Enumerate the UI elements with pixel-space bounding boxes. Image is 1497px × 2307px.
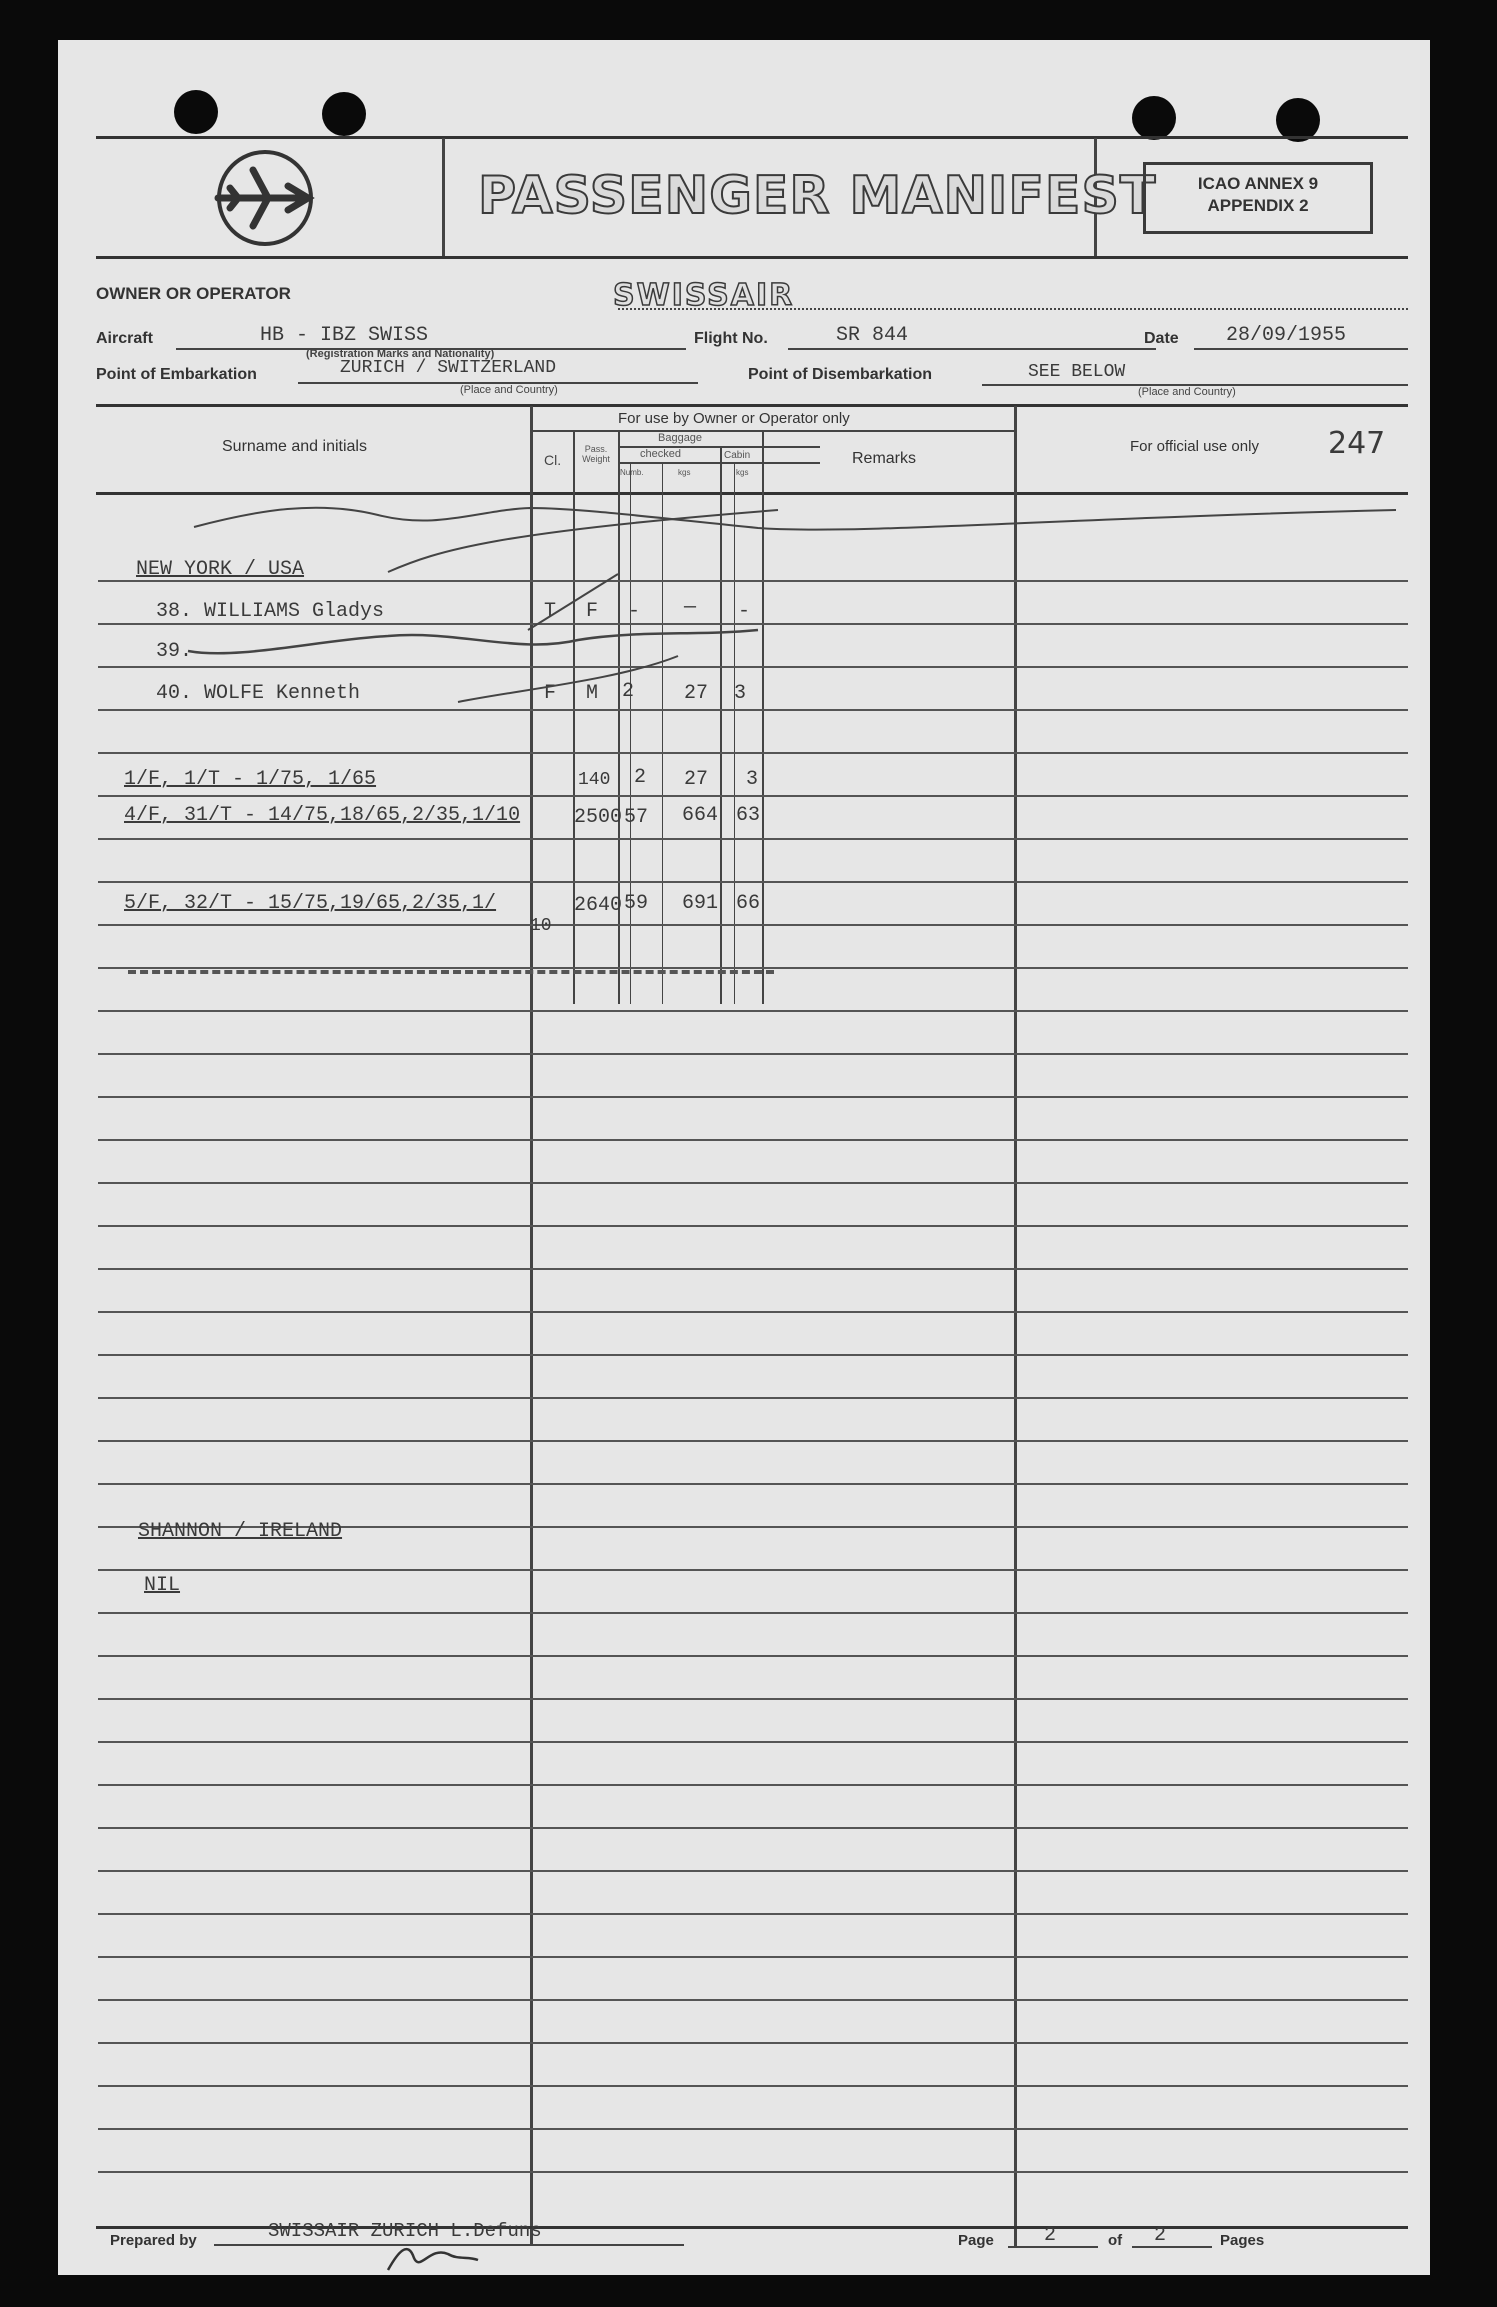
surname-header: Surname and initials xyxy=(222,438,367,455)
totals-row-cabin: 66 xyxy=(736,892,761,915)
owner-use-header: For use by Owner or Operator only xyxy=(618,410,850,427)
cabin-kgs-header: kgs xyxy=(736,468,749,477)
ruled-line xyxy=(98,1827,1408,1829)
of-label: of xyxy=(1108,2232,1123,2249)
ruled-line xyxy=(98,1225,1408,1227)
totals-row-cabin: 3 xyxy=(746,768,759,791)
totals-row-text: 5/F, 32/T - 15/75,19/65,2/35,1/ xyxy=(124,892,497,915)
ruled-line xyxy=(98,967,1408,969)
ruled-line xyxy=(98,1397,1408,1399)
ruled-line xyxy=(98,1483,1408,1485)
passenger-row-cabin: - xyxy=(738,600,751,623)
cabin-header: Cabin xyxy=(724,450,751,461)
disembarkation-value: SEE BELOW xyxy=(1028,362,1126,382)
ruled-line xyxy=(98,1096,1408,1098)
numb-header: Numb. xyxy=(620,468,644,477)
embarkation-label: Point of Embarkation xyxy=(96,366,257,383)
place-country-note: (Place and Country) xyxy=(460,384,558,396)
totals-row-numb: 2 xyxy=(634,766,647,789)
icao-annex-box xyxy=(1143,162,1373,234)
punch-hole xyxy=(174,90,218,134)
ruled-line xyxy=(98,924,1408,926)
ruled-line xyxy=(98,2128,1408,2130)
icao-line2: APPENDIX 2 xyxy=(1207,196,1309,215)
flight-label: Flight No. xyxy=(694,330,768,347)
totals-row-kgs: 691 xyxy=(682,892,719,915)
pen-strike-marks xyxy=(58,40,1430,2275)
totals-row-text: 1/F, 1/T - 1/75, 1/65 xyxy=(124,768,377,791)
ruled-line xyxy=(98,623,1408,625)
ruled-line xyxy=(98,2042,1408,2044)
ruled-line xyxy=(98,1010,1408,1012)
class-header: Cl. xyxy=(544,452,562,468)
airline-logo-icon xyxy=(58,40,1430,2275)
ruled-line xyxy=(98,2171,1408,2173)
owner-label: OWNER OR OPERATOR xyxy=(96,284,291,303)
ruled-line xyxy=(98,1311,1408,1313)
flight-value: SR 844 xyxy=(836,324,909,347)
place-country-note-2: (Place and Country) xyxy=(1138,386,1236,398)
ruled-line xyxy=(98,2085,1408,2087)
remarks-header: Remarks xyxy=(852,450,917,467)
ruled-line xyxy=(98,838,1408,840)
totals-row-numb: 59 xyxy=(624,892,649,915)
ruled-line xyxy=(98,1569,1408,1571)
form-title: PASSENGER MANIFEST xyxy=(478,166,1157,226)
prepared-by-label: Prepared by xyxy=(110,2232,197,2249)
pages-label: Pages xyxy=(1220,2232,1265,2249)
airline-name: SWISSAIR xyxy=(613,278,795,313)
page-label: Page xyxy=(958,2232,994,2249)
ruled-line xyxy=(98,709,1408,711)
official-number: 247 xyxy=(1328,426,1386,461)
passenger-row-numb: - xyxy=(628,600,641,623)
punch-hole xyxy=(1132,96,1176,140)
passenger-row-kgs: 27 xyxy=(684,682,709,705)
baggage-header: Baggage xyxy=(658,432,703,444)
ruled-line xyxy=(98,1182,1408,1184)
ruled-line xyxy=(98,1612,1408,1614)
totals-row-weight: 140 xyxy=(578,770,611,790)
ruled-line xyxy=(98,1053,1408,1055)
totals-row-weight: 2640 xyxy=(574,894,623,917)
totals-row-numb: 57 xyxy=(624,806,649,829)
ruled-line xyxy=(98,795,1408,797)
ruled-line xyxy=(98,1956,1408,1958)
passenger-row-name: 39. xyxy=(156,640,193,663)
section-nil: NIL xyxy=(144,1574,181,1597)
section-new-york: NEW YORK / USA xyxy=(136,558,305,581)
official-use-header: For official use only xyxy=(1130,438,1259,455)
ruled-line xyxy=(98,752,1408,754)
totals-row-kgs: 664 xyxy=(682,804,719,827)
totals-row-weight: 2500 xyxy=(574,806,623,829)
checked-header: checked xyxy=(640,448,681,460)
disembarkation-label: Point of Disembarkation xyxy=(748,366,933,383)
ruled-line xyxy=(98,881,1408,883)
ruled-line xyxy=(98,666,1408,668)
aircraft-label: Aircraft xyxy=(96,330,153,347)
ruled-line xyxy=(98,1698,1408,1700)
totals-row-cabin: 63 xyxy=(736,804,761,827)
date-value: 28/09/1955 xyxy=(1226,324,1347,347)
page-value: 2 xyxy=(1044,2224,1057,2247)
prepared-by-value: SWISSAIR ZURICH L.Defuns xyxy=(268,2220,542,2242)
of-value: 2 xyxy=(1154,2224,1167,2247)
passenger-row-kgs: — xyxy=(684,596,697,619)
ruled-line xyxy=(98,1913,1408,1915)
pass-weight-header: Pass. Weight xyxy=(582,444,610,464)
passenger-row-numb: 2 xyxy=(622,680,635,703)
passenger-row-name: 40. WOLFE Kenneth xyxy=(156,682,361,705)
signature-mark xyxy=(58,40,1430,2275)
aircraft-value: HB - IBZ SWISS xyxy=(260,324,429,347)
totals-row-extra: 10 xyxy=(530,916,552,936)
ruled-line xyxy=(98,1999,1408,2001)
passenger-row-cabin: 3 xyxy=(734,682,747,705)
totals-row-text: 4/F, 31/T - 14/75,18/65,2/35,1/10 xyxy=(124,804,521,827)
ruled-line xyxy=(98,1741,1408,1743)
ruled-line xyxy=(98,1870,1408,1872)
embarkation-value: ZURICH / SWITZERLAND xyxy=(340,358,557,378)
passenger-row-class: F xyxy=(544,682,557,705)
passenger-row-class: T xyxy=(544,600,557,623)
ruled-line xyxy=(98,1139,1408,1141)
kgs-header: kgs xyxy=(678,468,691,477)
manifest-sheet xyxy=(58,40,1430,2275)
date-label: Date xyxy=(1144,330,1179,347)
ruled-line xyxy=(98,1354,1408,1356)
ruled-line xyxy=(98,1655,1408,1657)
ruled-line xyxy=(98,1268,1408,1270)
registration-note: (Registration Marks and Nationality) xyxy=(306,348,495,360)
totals-row-kgs: 27 xyxy=(684,768,709,791)
passenger-row-weight: F xyxy=(586,600,599,623)
ruled-line xyxy=(98,1784,1408,1786)
ruled-line xyxy=(98,1440,1408,1442)
section-shannon: SHANNON / IRELAND xyxy=(138,1520,343,1543)
punch-hole xyxy=(322,92,366,136)
icao-line1: ICAO ANNEX 9 xyxy=(1197,174,1319,193)
passenger-row-name: 38. WILLIAMS Gladys xyxy=(156,600,385,623)
passenger-row-weight: M xyxy=(586,682,599,705)
